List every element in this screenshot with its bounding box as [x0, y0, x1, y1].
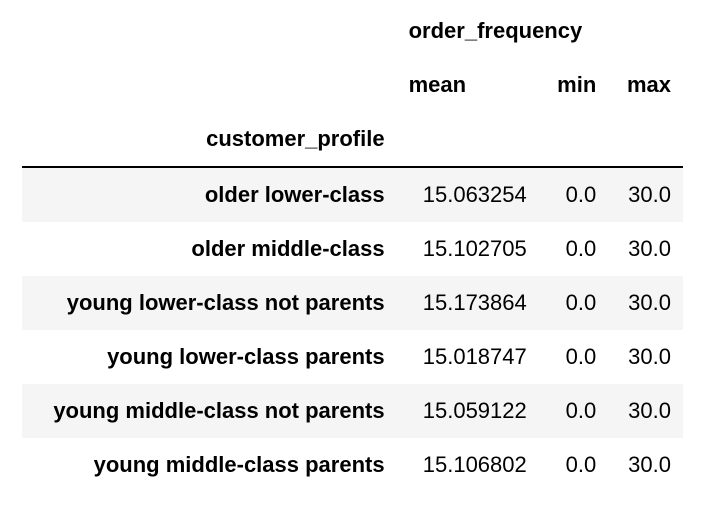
min-cell: 0.0 [539, 384, 609, 438]
min-cell: 0.0 [565, 452, 597, 477]
index-name-header: customer_profile [22, 112, 397, 167]
column-header-max: max [626, 72, 671, 97]
empty-header-cell [397, 112, 539, 167]
index-name-row [22, 112, 683, 167]
mean-cell: 15.106802 [422, 452, 527, 477]
row-index-label: young lower-class not parents [22, 276, 397, 330]
max-cell: 30.0 [628, 236, 671, 261]
mean-cell: 15.059122 [397, 384, 539, 438]
mean-cell: 15.102705 [422, 236, 527, 261]
table-row [22, 276, 683, 330]
column-header-mean: mean [408, 72, 467, 97]
row-index-label: older middle-class [191, 236, 385, 261]
mean-cell: 15.018747 [422, 344, 527, 369]
table-row [22, 438, 683, 492]
dataframe-output [22, 4, 683, 492]
empty-header-cell [608, 112, 683, 167]
stat-header-row [22, 58, 683, 112]
table-header [22, 4, 683, 167]
table-body [22, 167, 683, 492]
row-index-label: young lower-class parents [107, 344, 385, 369]
table-row [22, 384, 683, 438]
max-cell: 30.0 [628, 344, 671, 369]
column-group-header: order_frequency [408, 18, 583, 43]
empty-corner-cell [22, 58, 397, 112]
column-header-min: min [557, 72, 597, 97]
row-index-label: young middle-class not parents [22, 384, 397, 438]
table-row [22, 330, 683, 384]
dataframe-table [22, 4, 683, 492]
row-index-label: young middle-class parents [93, 452, 385, 477]
min-cell: 0.0 [565, 236, 597, 261]
row-index-label: older lower-class [22, 167, 397, 222]
table-row [22, 167, 683, 222]
min-cell: 0.0 [539, 276, 609, 330]
max-cell: 30.0 [628, 452, 671, 477]
empty-header-cell [539, 112, 609, 167]
mean-cell: 15.063254 [397, 167, 539, 222]
min-cell: 0.0 [565, 344, 597, 369]
table-row [22, 222, 683, 276]
group-header-row [22, 4, 683, 58]
min-cell: 0.0 [539, 167, 609, 222]
max-cell: 30.0 [608, 276, 683, 330]
max-cell: 30.0 [608, 167, 683, 222]
mean-cell: 15.173864 [397, 276, 539, 330]
empty-corner-cell [22, 4, 397, 58]
max-cell: 30.0 [608, 384, 683, 438]
